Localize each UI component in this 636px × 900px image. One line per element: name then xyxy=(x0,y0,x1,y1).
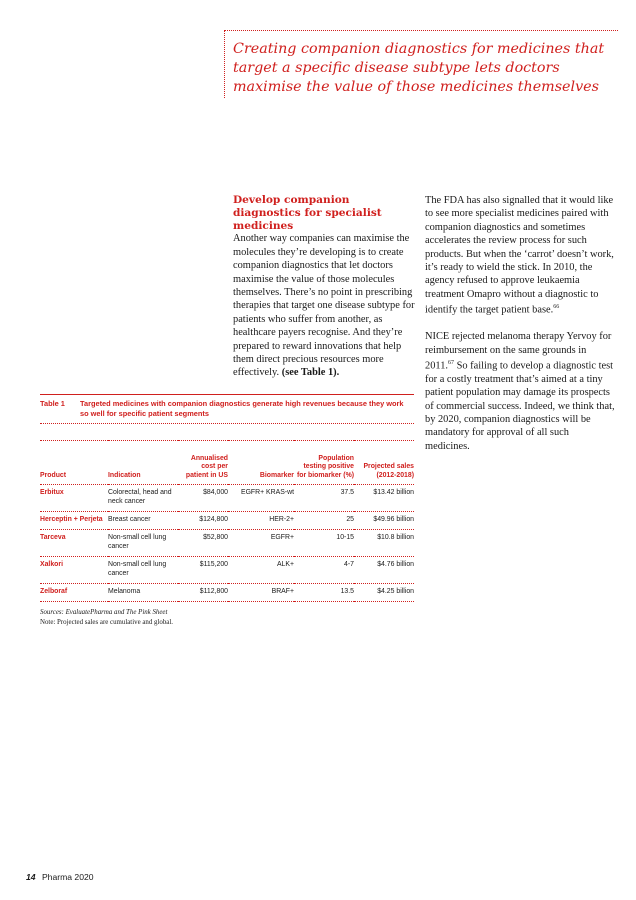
right-column xyxy=(425,194,615,453)
cell-indication: Breast cancer xyxy=(108,512,178,530)
paragraph-fda xyxy=(425,194,615,317)
section-body-text: Another way companies can maximise the molecules they’re developing is to create companion diagnostics that let doctors maximise the value of those molecules themselves. There’s no point in prescribing therapies that target one disease subtype for patients who suffer from another, as healthcare payers recognise. And they’re prepared to reward innovations that help them direct precious resources more effectively. xyxy=(233,233,415,379)
cell-biomarker: BRAF+ xyxy=(228,584,294,602)
cell-sales: $4.76 billion xyxy=(354,557,414,584)
pull-quote: Creating companion diagnostics for medicines that target a specific disease subtype lets doctors maximise the value of those medicines themselves xyxy=(233,41,605,95)
cell-cost: $84,000 xyxy=(178,485,228,512)
section-body xyxy=(233,232,415,379)
table-title-bar xyxy=(40,394,414,424)
paragraph-nice xyxy=(425,330,615,453)
table-label: Table 1 xyxy=(40,399,65,408)
cell-product: Zelboraf xyxy=(40,584,108,602)
header-indication: Indication xyxy=(108,441,178,485)
cell-sales: $49.96 billion xyxy=(354,512,414,530)
cell-cost: $115,200 xyxy=(178,557,228,584)
paragraph-nice-end: So failing to develop a diagnostic test for a costly treatment that’s aimed at a tiny patient population may damage its prospects of commercial success. Indeed, we think that, by 2020, companion diagnostics will be mandatory for approval of all such medicines. xyxy=(425,360,615,452)
cell-cost: $124,800 xyxy=(178,512,228,530)
pull-quote-side-rule xyxy=(224,30,225,98)
page-number: 14 xyxy=(26,872,36,882)
cell-biomarker: EGFR+ KRAS-wt xyxy=(228,485,294,512)
table-1 xyxy=(40,394,414,628)
cell-product: Herceptin + Perjeta xyxy=(40,512,108,530)
table-row xyxy=(40,485,414,512)
cell-sales: $4.25 billion xyxy=(354,584,414,602)
cell-cost: $112,800 xyxy=(178,584,228,602)
paragraph-nice-start: NICE rejected melanoma therapy Yervoy for reimbursement on the same grounds in 2011. xyxy=(425,331,612,372)
table-sources: Sources: EvaluatePharma and The Pink Sheet xyxy=(40,609,168,617)
cell-product: Xalkori xyxy=(40,557,108,584)
cell-population: 25 xyxy=(294,512,354,530)
cell-indication: Non-small cell lung cancer xyxy=(108,530,178,557)
cell-population: 13.5 xyxy=(294,584,354,602)
header-product: Product xyxy=(40,441,108,485)
table-row xyxy=(40,584,414,602)
cell-cost: $52,800 xyxy=(178,530,228,557)
cell-population: 37.5 xyxy=(294,485,354,512)
cell-population: 10-15 xyxy=(294,530,354,557)
table-reference-link[interactable]: (see Table 1). xyxy=(281,367,340,379)
targeted-medicines-table xyxy=(40,440,414,602)
table-notes xyxy=(40,608,414,628)
cell-indication: Melanoma xyxy=(108,584,178,602)
pull-quote-rule xyxy=(224,30,618,31)
table-row xyxy=(40,512,414,530)
header-cost: Annualised cost per patient in US xyxy=(178,441,228,485)
cell-sales: $10.8 billion xyxy=(354,530,414,557)
cell-indication: Non-small cell lung cancer xyxy=(108,557,178,584)
cell-biomarker: EGFR+ xyxy=(228,530,294,557)
cell-biomarker: HER-2+ xyxy=(228,512,294,530)
cell-product: Tarceva xyxy=(40,530,108,557)
cell-sales: $13.42 billion xyxy=(354,485,414,512)
table-note: Note: Projected sales are cumulative and global. xyxy=(40,619,173,627)
cell-indication: Colorectal, head and neck cancer xyxy=(108,485,178,512)
header-sales: Projected sales (2012-2018) xyxy=(354,441,414,485)
page-footer xyxy=(26,872,94,882)
table-row xyxy=(40,530,414,557)
cell-population: 4-7 xyxy=(294,557,354,584)
header-population: Population testing positive for biomarker (%) xyxy=(294,441,354,485)
cell-biomarker: ALK+ xyxy=(228,557,294,584)
publication-title: Pharma 2020 xyxy=(41,872,94,882)
footnote-ref-67[interactable]: 67 xyxy=(448,359,454,366)
section-heading: Develop companion diagnostics for specialist medicines xyxy=(233,194,382,232)
cell-product: Erbitux xyxy=(40,485,108,512)
paragraph-fda-text: The FDA has also signalled that it would like to see more specialist medicines paired with companion diagnostics and sometimes accelerates the review process for such products. But when the ‘carrot’ doesn’t work, it’s ready to wield the stick. In 2010, the agency refused to approve leukaemia treatment Omapro without a diagnostic to identify the target patient base. xyxy=(425,195,614,316)
table-title: Targeted medicines with companion diagnostics generate high revenues because they work so well for specific patient segments xyxy=(80,399,404,418)
footnote-ref-66[interactable]: 66 xyxy=(553,304,560,311)
section-column xyxy=(233,194,415,380)
header-biomarker: Biomarker xyxy=(228,441,294,485)
table-row xyxy=(40,557,414,584)
table-header-row xyxy=(40,441,414,485)
